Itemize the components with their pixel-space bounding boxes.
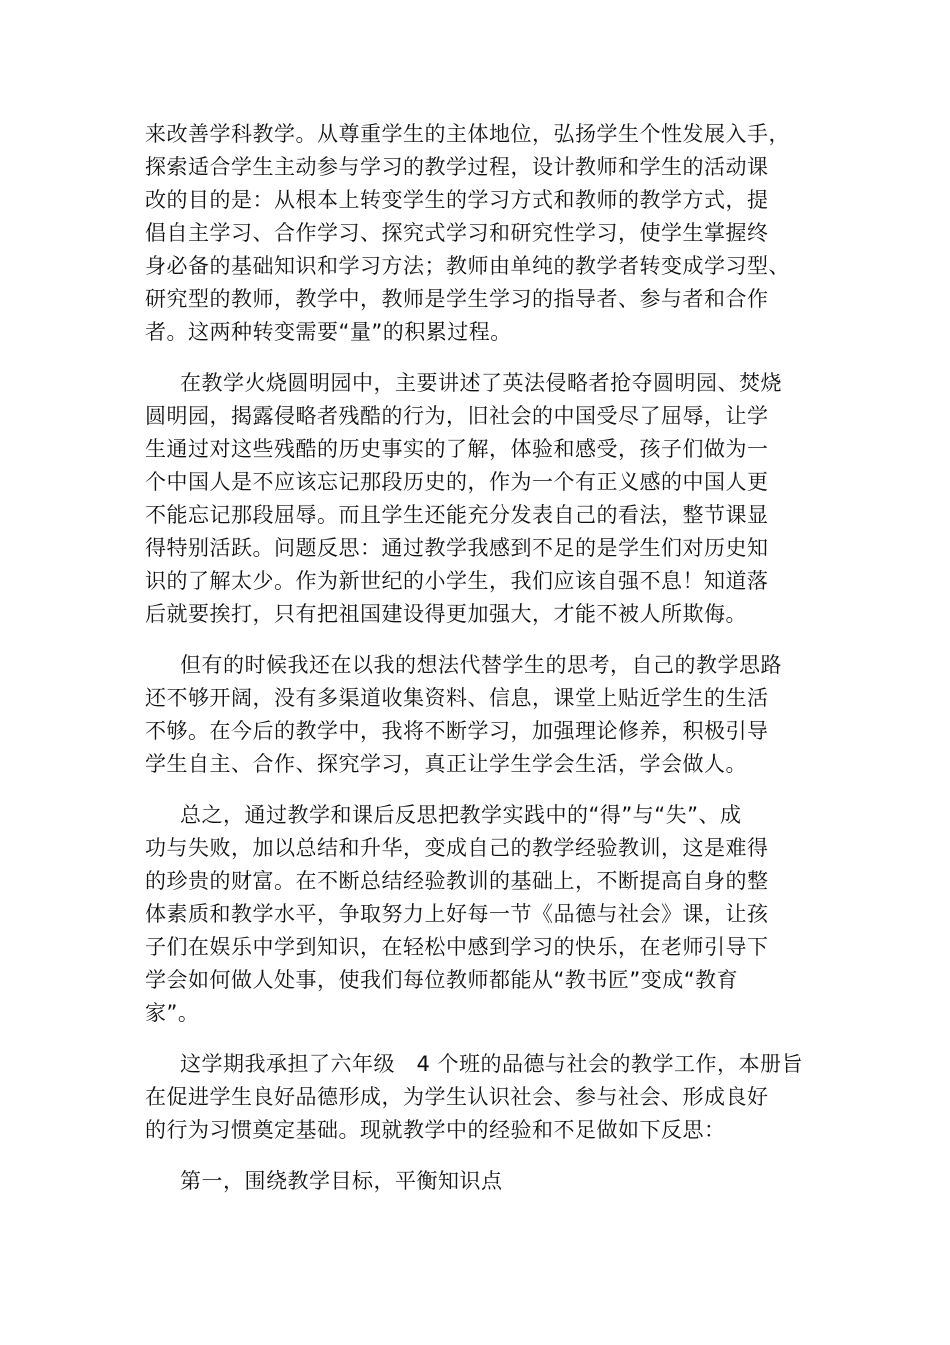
text-line: 子们在娱乐中学到知识，在轻松中感到学习的快乐，在老师引导下 [145,935,769,959]
text-line: 学会如何做人处事，使我们每位教师都能从“教书匠”变成“教育 [145,968,739,992]
text-line: 后就要挨打，只有把祖国建设得更加强大，才能不被人所欺侮。 [145,602,747,626]
text-line: 识的了解太少。作为新世纪的小学生，我们应该自强不息！知道落 [145,569,769,593]
text-line: 探索适合学生主动参与学习的教学过程，设计教师和学生的活动课 [145,155,769,179]
text-line: 的行为习惯奠定基础。现就教学中的经验和不足做如下反思： [145,1118,726,1142]
text-line: 者。这两种转变需要“量”的积累过程。 [145,320,512,344]
text-line: 总之，通过教学和课后反思把教学实践中的“得”与“失”、成 [180,803,742,827]
text-line: 来改善学科教学。从尊重学生的主体地位，弘扬学生个性发展入手， [145,122,790,146]
text-line: 个中国人是不应该忘记那段历史的，作为一个有正义感的中国人更 [145,470,769,494]
text-line: 功与失败，加以总结和升华，变成自己的教学经验教训，这是难得 [145,836,769,860]
text-line: 家”。 [145,1001,200,1025]
text-line: 倡自主学习、合作学习、探究式学习和研究性学习，使学生掌握终 [145,221,769,245]
text-line: 圆明园，揭露侵略者残酷的行为，旧社会的中国受尽了屈辱，让学 [145,404,769,428]
text-line: 在促进学生良好品德形成，为学生认识社会、参与社会、形成良好 [145,1085,769,1109]
text-line: 学生自主、合作、探究学习，真正让学生学会生活，学会做人。 [145,752,747,776]
text-line: 的珍贵的财富。在不断总结经验教训的基础上，不断提高自身的整 [145,869,769,893]
text-line: 还不够开阔，没有多渠道收集资料、信息，课堂上贴近学生的生活 [145,686,769,710]
text-line: 改的目的是：从根本上转变学生的学习方式和教师的教学方式，提 [145,188,769,212]
text-line: 得特别活跃。问题反思：通过教学我感到不足的是学生们对历史知 [145,536,769,560]
text-line: 研究型的教师，教学中，教师是学生学习的指导者、参与者和合作 [145,287,769,311]
text-line: 在教学火烧圆明园中，主要讲述了英法侵略者抢夺圆明园、焚烧 [180,371,782,395]
text-line: 体素质和教学水平，争取努力上好每一节《品德与社会》课，让孩 [145,902,769,926]
text-line: 身必备的基础知识和学习方法；教师由单纯的教学者转变成学习型、 [145,254,790,278]
text-line: 不能忘记那段屈辱。而且学生还能充分发表自己的看法，整节课显 [145,503,769,527]
text-line: 这学期我承担了六年级 4 个班的品德与社会的教学工作，本册旨 [180,1052,804,1076]
text-line: 但有的时候我还在以我的想法代替学生的思考，自己的教学思路 [180,653,782,677]
text-line: 生通过对这些残酷的历史事实的了解，体验和感受，孩子们做为一 [145,437,769,461]
section-heading: 第一，围绕教学目标，平衡知识点 [180,1169,503,1193]
text-line: 不够。在今后的教学中，我将不断学习，加强理论修养，积极引导 [145,719,769,743]
